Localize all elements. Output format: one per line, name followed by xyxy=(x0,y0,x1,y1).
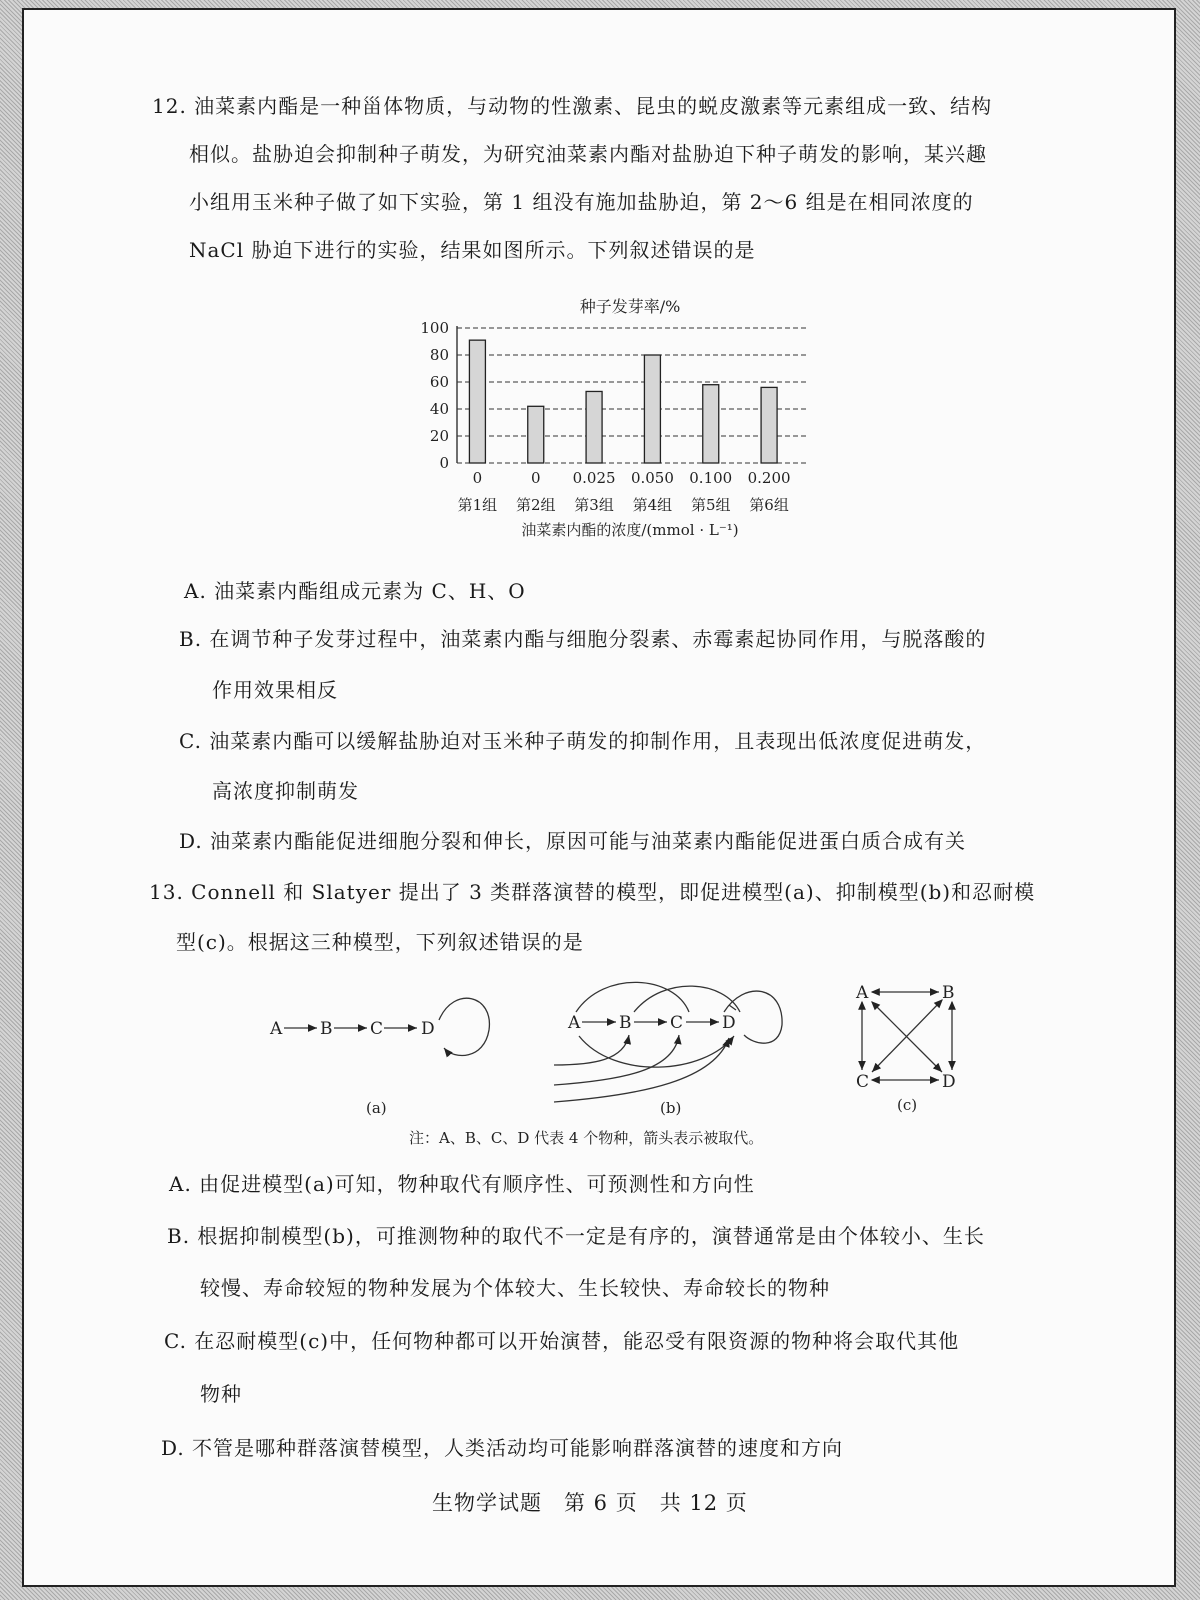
exam-page xyxy=(22,8,1176,1587)
x-tick-label: 0 xyxy=(530,469,541,487)
group-label: 第5组 xyxy=(690,496,731,514)
node-c: C xyxy=(670,1013,684,1033)
group-label: 第6组 xyxy=(749,496,789,514)
bar xyxy=(644,355,660,463)
bar xyxy=(469,340,485,463)
q12-option-a: A. 油菜素内酯组成元素为 C、H、O xyxy=(184,579,526,603)
bar xyxy=(703,385,719,463)
q13-option-b-cont: 较慢、寿命较短的物种发展为个体较大、生长较快、寿命较长的物种 xyxy=(200,1276,830,1300)
group-label: 第3组 xyxy=(574,496,614,514)
y-tick-label: 40 xyxy=(429,400,449,418)
q12-option-b: B. 在调节种子发芽过程中，油菜素内酯与细胞分裂素、赤霉素起协同作用，与脱落酸的 xyxy=(179,627,987,651)
y-tick-label: 60 xyxy=(429,373,449,391)
q13-option-c: C. 在忍耐模型(c)中，任何物种都可以开始演替，能忍受有限资源的物种将会取代其他 xyxy=(164,1329,960,1353)
label-a: (a) xyxy=(366,1099,387,1117)
node-b: B xyxy=(619,1013,632,1033)
node-d: D xyxy=(722,1013,736,1033)
node-a: A xyxy=(856,983,869,1003)
q13-option-b: B. 根据抑制模型(b)，可推测物种的取代不一定是有序的，演替通常是由个体较小、生长 xyxy=(167,1224,985,1248)
q13-stem-line: 13. Connell 和 Slatyer 提出了 3 类群落演替的模型，即促进模型(a)、抑制模型(b)和忍耐模 xyxy=(149,880,1036,904)
q12-option-d: D. 油菜素内酯能促进细胞分裂和伸长，原因可能与油菜素内酯能促进蛋白质合成有关 xyxy=(179,829,967,853)
y-tick-label: 0 xyxy=(439,454,449,472)
group-label: 第4组 xyxy=(632,496,673,514)
y-tick-label: 100 xyxy=(420,319,449,337)
q13-option-c-cont: 物种 xyxy=(200,1382,242,1406)
q12-stem-line: 12. 油菜素内酯是一种甾体物质，与动物的性激素、昆虫的蜕皮激素等元素组成一致、结构 xyxy=(152,94,993,118)
x-tick-label: 0.050 xyxy=(630,469,674,487)
q12-option-b-cont: 作用效果相反 xyxy=(212,678,338,702)
y-tick-label: 20 xyxy=(429,427,449,445)
node-c: C xyxy=(856,1072,870,1092)
q12-option-c: C. 油菜素内酯可以缓解盐胁迫对玉米种子萌发的抑制作用，且表现出低浓度促进萌发， xyxy=(179,729,987,753)
q13-option-a: A. 由促进模型(a)可知，物种取代有顺序性、可预测性和方向性 xyxy=(169,1172,755,1196)
bar xyxy=(586,391,602,463)
node-a: A xyxy=(568,1013,581,1033)
x-tick-label: 0.100 xyxy=(689,469,733,487)
germination-bar-chart xyxy=(24,290,1174,550)
bar xyxy=(761,387,777,463)
label-b: (b) xyxy=(660,1099,682,1117)
node-a: A xyxy=(270,1019,283,1039)
node-d: D xyxy=(421,1019,435,1039)
q12-option-c-cont: 高浓度抑制萌发 xyxy=(212,779,359,803)
x-tick-label: 0.025 xyxy=(572,469,616,487)
y-tick-label: 80 xyxy=(429,346,449,364)
q12-stem-line: 小组用玉米种子做了如下实验，第 1 组没有施加盐胁迫，第 2～6 组是在相同浓度的 xyxy=(189,190,974,214)
group-label: 第2组 xyxy=(515,496,556,514)
x-tick-label: 0.200 xyxy=(747,469,791,487)
chart-title: 种子发芽率/% xyxy=(579,297,681,316)
q13-stem-line: 型(c)。根据这三种模型，下列叙述错误的是 xyxy=(176,930,584,954)
diagram-note: 注：A、B、C、D 代表 4 个物种，箭头表示被取代。 xyxy=(409,1129,764,1147)
page-footer: 生物学试题 第 6 页 共 12 页 xyxy=(432,1491,748,1515)
q13-option-d: D. 不管是哪种群落演替模型，人类活动均可能影响群落演替的速度和方向 xyxy=(161,1436,844,1460)
q12-stem-line: 相似。盐胁迫会抑制种子萌发，为研究油菜素内酯对盐胁迫下种子萌发的影响，某兴趣 xyxy=(189,142,987,166)
x-tick-label: 0 xyxy=(472,469,483,487)
group-label: 第1组 xyxy=(457,496,498,514)
q12-stem-line: NaCl 胁迫下进行的实验，结果如图所示。下列叙述错误的是 xyxy=(189,238,756,262)
node-b: B xyxy=(320,1019,333,1039)
succession-models-diagram xyxy=(24,970,1174,1150)
node-d: D xyxy=(942,1072,956,1092)
node-b: B xyxy=(942,983,955,1003)
x-axis-label: 油菜素内酯的浓度/(mmol · L⁻¹) xyxy=(521,521,739,539)
bar xyxy=(528,406,544,463)
label-c: (c) xyxy=(897,1096,918,1114)
node-c: C xyxy=(370,1019,384,1039)
